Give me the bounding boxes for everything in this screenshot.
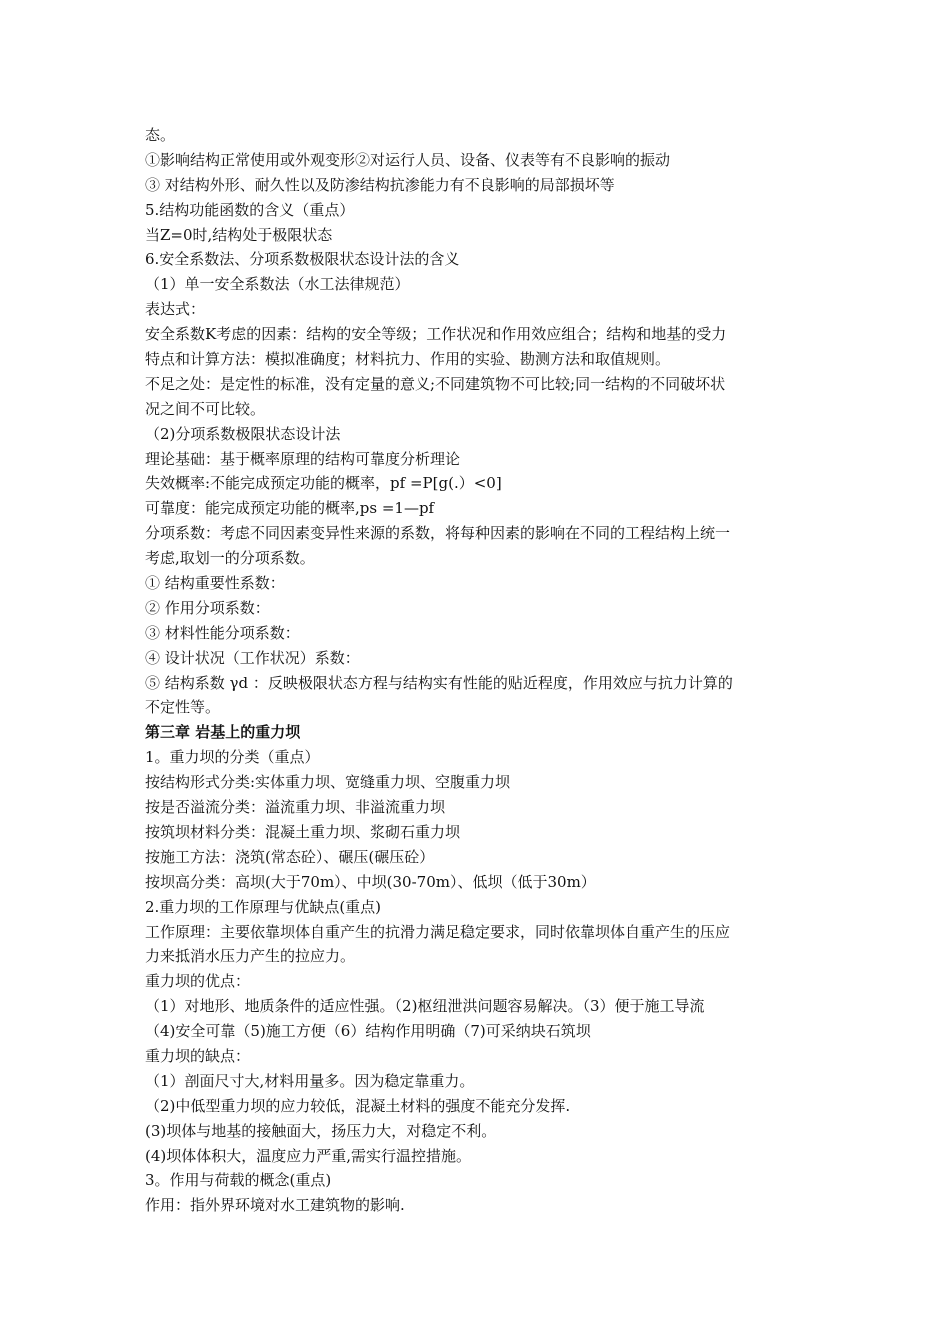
text-line: 按结构形式分类:实体重力坝、宽缝重力坝、空腹重力坝 bbox=[145, 773, 511, 792]
text-line: 况之间不可比较。 bbox=[145, 399, 266, 418]
text-line: 按坝高分类：高坝(大于70m）、中坝(30-70m）、低坝（低于30m） bbox=[145, 872, 596, 891]
text-line: 力来抵消水压力产生的拉应力。 bbox=[145, 947, 356, 966]
text-line: 安全系数K考虑的因素：结构的安全等级；工作状况和作用效应组合；结构和地基的受力 bbox=[145, 325, 727, 344]
text-line: 特点和计算方法：模拟准确度；材料抗力、作用的实验、勘测方法和取值规则。 bbox=[145, 350, 671, 369]
text-line: 可靠度：能完成预定功能的概率,ps =1—pf bbox=[145, 499, 435, 518]
list-item: ① 结构重要性系数： bbox=[145, 574, 285, 593]
text-line: 考虑,取划一的分项系数。 bbox=[145, 549, 315, 568]
text-line: 不定性等。 bbox=[145, 698, 221, 717]
section-heading: 6.安全系数法、分项系数极限状态设计法的含义 bbox=[145, 250, 460, 269]
text-line: 理论基础：基于概率原理的结构可靠度分析理论 bbox=[145, 449, 461, 468]
text-line: 表达式： bbox=[145, 300, 206, 319]
text-line: 按是否溢流分类：溢流重力坝、非溢流重力坝 bbox=[145, 798, 446, 817]
text-line: 分项系数：考虑不同因素变异性来源的系数，将每种因素的影响在不同的工程结构上统一 bbox=[145, 524, 731, 543]
list-item: （2)中低型重力坝的应力较低，混凝土材料的强度不能充分发挥. bbox=[145, 1096, 571, 1115]
list-item: （1）剖面尺寸大,材料用量多。因为稳定靠重力。 bbox=[145, 1071, 475, 1090]
text-line: 按施工方法：浇筑(常态砼）、碾压(碾压砼） bbox=[145, 847, 435, 866]
list-item: ② 作用分项系数： bbox=[145, 598, 270, 617]
list-item: （4)安全可靠（5)施工方便（6）结构作用明确（7)可采纳块石筑坝 bbox=[145, 1022, 591, 1041]
list-item: (4)坝体体积大，温度应力严重,需实行温控措施。 bbox=[145, 1146, 472, 1165]
subsection-heading: （2)分项系数极限状态设计法 bbox=[145, 424, 341, 443]
list-item: (3)坝体与地基的接触面大，扬压力大，对稳定不利。 bbox=[145, 1121, 497, 1140]
section-heading: 3。作用与荷载的概念(重点) bbox=[145, 1171, 332, 1190]
section-heading: 2.重力坝的工作原理与优缺点(重点) bbox=[145, 897, 382, 916]
document-body bbox=[145, 123, 815, 1218]
list-item: ③ 材料性能分项系数： bbox=[145, 623, 300, 642]
text-line: ①影响结构正常使用或外观变形②对运行人员、设备、仪表等有不良影响的振动 bbox=[145, 150, 671, 169]
text-line: ③ 对结构外形、耐久性以及防渗结构抗渗能力有不良影响的局部损坏等 bbox=[145, 175, 615, 194]
chapter-heading: 第三章 岩基上的重力坝 bbox=[145, 723, 301, 742]
text-line: 不足之处：是定性的标准，没有定量的意义;不同建筑物不可比较;同一结构的不同破坏状 bbox=[145, 374, 726, 393]
text-line: 作用：指外界环境对水工建筑物的影响. bbox=[145, 1196, 405, 1215]
list-item: ④ 设计状况（工作状况）系数： bbox=[145, 648, 360, 667]
list-item: ⑤ 结构系数 γd ：反映极限状态方程与结构实有性能的贴近程度，作用效应与抗力计算的 bbox=[145, 673, 733, 692]
text-line: 重力坝的优点： bbox=[145, 972, 251, 991]
text-line: 失效概率:不能完成预定功能的概率，pf =P[g(.）<0] bbox=[145, 474, 502, 493]
section-heading: 5.结构功能函数的含义（重点） bbox=[145, 200, 355, 219]
text-line: 当Z=0时,结构处于极限状态 bbox=[145, 225, 333, 244]
text-line: 态。 bbox=[145, 126, 176, 144]
section-heading: 1。重力坝的分类（重点） bbox=[145, 748, 320, 767]
subsection-heading: （1）单一安全系数法（水工法律规范） bbox=[145, 275, 410, 294]
list-item: （1）对地形、地质条件的适应性强。（2)枢纽泄洪问题容易解决。（3）便于施工导流 bbox=[145, 997, 705, 1016]
text-line: 重力坝的缺点： bbox=[145, 1046, 251, 1065]
text-line: 工作原理：主要依靠坝体自重产生的抗滑力满足稳定要求，同时依靠坝体自重产生的压应 bbox=[145, 922, 731, 941]
text-line: 按筑坝材料分类：混凝土重力坝、浆砌石重力坝 bbox=[145, 822, 461, 841]
